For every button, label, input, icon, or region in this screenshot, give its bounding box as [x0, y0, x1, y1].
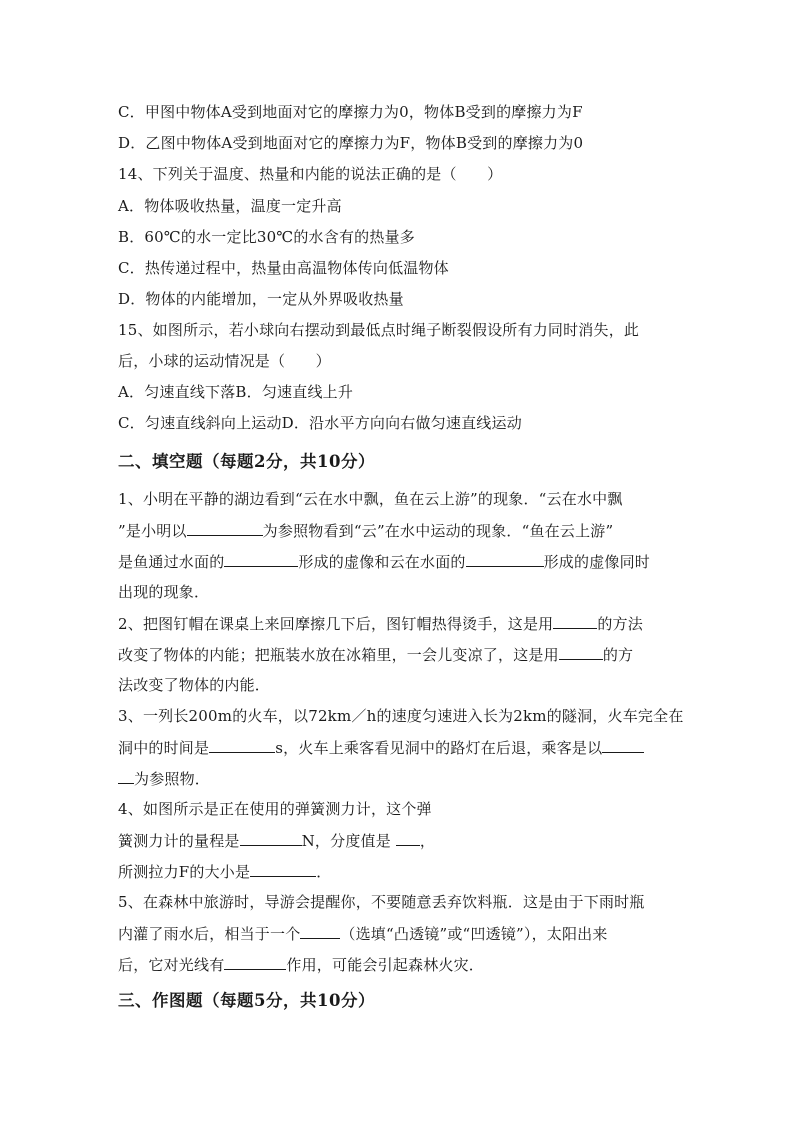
fill5-line1: 5、在森林中旅游时，导游会提醒你，不要随意丢弃饮料瓶．这是由于下雨时瓶	[118, 893, 645, 911]
answer-blank	[240, 830, 302, 846]
fill4-line3	[118, 861, 688, 882]
answer-blank	[209, 737, 275, 753]
answer-blank	[250, 861, 316, 877]
fill2-line2	[118, 644, 688, 665]
question-15-line1: 15、如图所示，若小球向右摆动到最低点时绳子断裂假设所有力同时消失，此	[118, 321, 640, 339]
fill3-line3	[118, 768, 688, 789]
text-span: 所测拉力F的大小是	[118, 863, 251, 881]
fill5-line2	[118, 923, 688, 944]
q14-option-c: C．热传递过程中，热量由高温物体传向低温物体	[118, 259, 449, 277]
q14-option-a: A．物体吸收热量，温度一定升高	[118, 197, 342, 215]
answer-blank	[300, 923, 340, 939]
text-span: 为参照物看到“云”在水中运动的现象．“鱼在云上游”	[262, 522, 614, 540]
text-span: 为参照物．	[134, 770, 211, 788]
answer-blank	[466, 551, 544, 567]
answer-blank	[224, 551, 298, 567]
text-span: 后，它对光线有	[118, 956, 225, 974]
fill2-line1	[118, 613, 688, 634]
text-span: 簧测力计的量程是	[118, 832, 240, 850]
text-span: （选填“凸透镜”或“凹透镜”），太阳出来	[340, 925, 608, 943]
fill1-line3	[118, 551, 688, 572]
answer-blank	[396, 830, 420, 846]
question-15-line2: 后，小球的运动情况是（ ）	[118, 352, 331, 370]
answer-blank	[559, 644, 603, 660]
fill2-line3: 法改变了物体的内能．	[118, 676, 271, 694]
answer-blank	[118, 768, 134, 784]
section-heading-fill-blank: 二、填空题（每题2分，共10分）	[118, 452, 375, 471]
question-14: 14、下列关于温度、热量和内能的说法正确的是（ ）	[118, 165, 503, 183]
answer-blank	[553, 613, 597, 629]
fill4-line2	[118, 830, 688, 851]
section-heading-drawing: 三、作图题（每题5分，共10分）	[118, 991, 375, 1010]
answer-blank	[187, 520, 263, 536]
fill5-line3	[118, 954, 688, 975]
fill4-line1: 4、如图所示是正在使用的弹簧测力计，这个弹	[118, 800, 432, 818]
fill1-line1: 1、小明在平静的湖边看到“云在水中飘，鱼在云上游”的现象．“云在水中飘	[118, 490, 623, 508]
answer-blank	[602, 737, 644, 753]
text-span: 的方法	[597, 615, 643, 633]
text-span: ”是小明以	[118, 522, 187, 540]
text-span: 的方	[602, 646, 634, 664]
q13-option-d: D．乙图中物体A受到地面对它的摩擦力为F，物体B受到的摩擦力为0	[118, 134, 584, 152]
text-span: N，分度值是	[301, 832, 396, 850]
fill1-line2	[118, 520, 688, 541]
text-span: 内灌了雨水后，相当于一个	[118, 925, 301, 943]
text-span: 作用，可能会引起森林火灾．	[286, 956, 485, 974]
q13-option-c: C．甲图中物体A受到地面对它的摩擦力为0，物体B受到的摩擦力为F	[118, 103, 583, 121]
text-span: 改变了物体的内能；把瓶装水放在冰箱里，一会儿变凉了，这是用	[118, 646, 559, 664]
text-span: 是鱼通过水面的	[118, 553, 225, 571]
q14-option-b: B．60℃的水一定比30℃的水含有的热量多	[118, 228, 415, 246]
text-span: s，火车上乘客看见洞中的路灯在后退，乘客是以	[275, 739, 603, 757]
text-span: 形成的虚像同时	[543, 553, 651, 571]
q15-options-cd: C．匀速直线斜向上运动D．沿水平方向向右做匀速直线运动	[118, 414, 522, 432]
text-span: 2、把图钉帽在课桌上来回摩擦几下后，图钉帽热得烫手，这是用	[118, 615, 554, 633]
q15-options-ab: A．匀速直线下落B．匀速直线上升	[118, 383, 354, 401]
fill3-line2	[118, 737, 688, 758]
fill1-line4: 出现的现象．	[118, 583, 210, 601]
answer-blank	[224, 954, 286, 970]
text-span: 洞中的时间是	[118, 739, 210, 757]
text-span: ．	[316, 863, 332, 881]
fill3-line1: 3、一列长200m的火车，以72km／h的速度匀速进入长为2km的隧洞，火车完全在	[118, 707, 684, 725]
q14-option-d: D．物体的内能增加，一定从外界吸收热量	[118, 290, 404, 308]
text-span: 形成的虚像和云在水面的	[298, 553, 466, 571]
text-span: ，	[419, 832, 436, 850]
